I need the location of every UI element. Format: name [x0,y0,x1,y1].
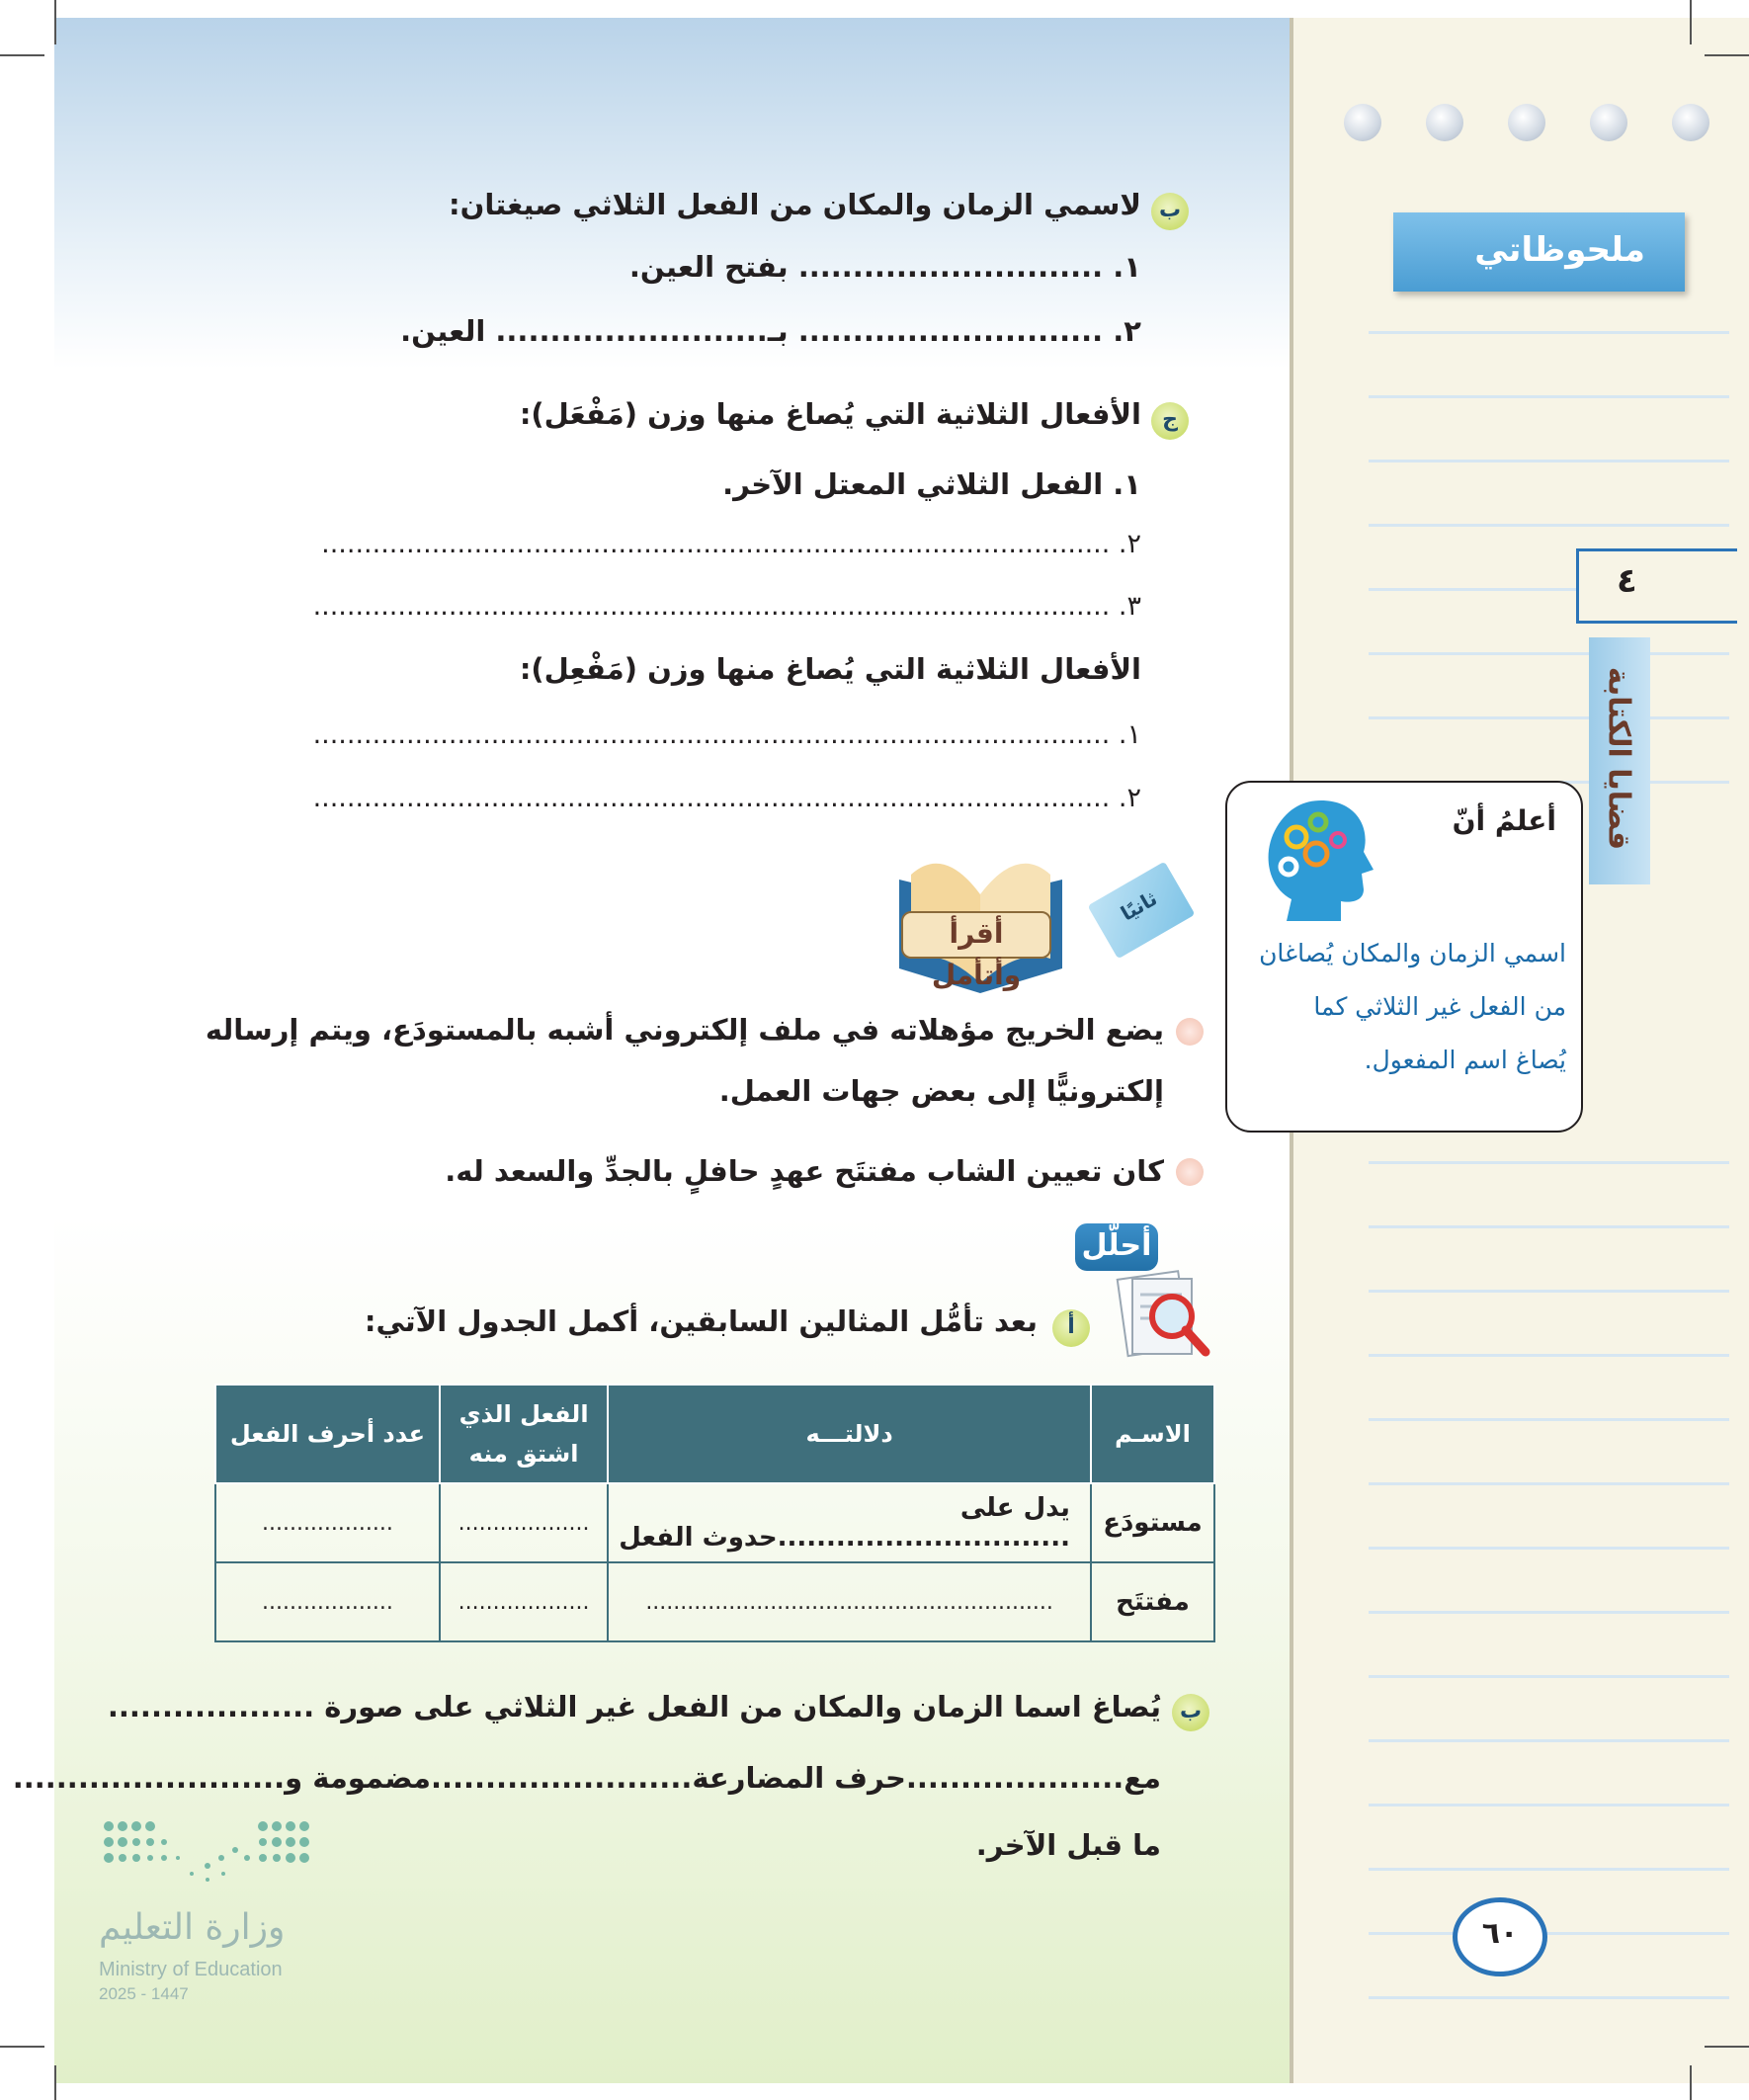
crop-mark [1705,54,1749,56]
section-b-line1: ١. ............................ بفتح العين. [628,250,1141,284]
ministry-logo [99,1816,316,1915]
unit-title-tab [1589,637,1650,884]
unit-number-box [1576,548,1737,624]
info-text-line3: يُصاغ اسم المفعول. [1364,1046,1566,1074]
analysis-table [214,1384,1215,1642]
page-number-circle [1453,1897,1547,1976]
info-text-line2: من الفعل غير الثلاثي كما [1313,992,1566,1021]
analyze-instruction: بعد تأمُّل المثالين السابقين، أكمل الجدول الآتي: [364,1304,1038,1338]
info-text-line1: اسمي الزمان والمكان يُصاغان [1259,939,1566,967]
crop-mark [1705,2046,1749,2048]
example1-line1: يضع الخريج مؤهلاته في ملف إلكتروني أشبه بالمستودَع، ويتم إرساله [205,1013,1164,1047]
example-bullet [1176,1158,1204,1186]
table-cell[interactable]: ................... [440,1562,608,1641]
table-cell[interactable]: ........................................................... [608,1562,1091,1641]
section-b-badge: ب [1151,193,1189,230]
analyze-badge: أ [1052,1309,1090,1347]
table-cell[interactable]: ................... [440,1483,608,1562]
table-row [215,1562,1214,1641]
info-box [1225,781,1583,1133]
read-tag-label: ثانيًا [1116,885,1162,926]
table-cell[interactable]: ................... [215,1562,440,1641]
ministry-year: 2025 - 1447 [99,1984,189,2003]
table-header: الاسـم [1091,1385,1214,1483]
read-title: أقرأ وأتأمل [901,911,1051,959]
info-title: أعلمُ أنّ [1452,804,1556,837]
table-header: دلالتـــه [608,1385,1091,1483]
example2: كان تعيين الشاب مفتتَح عهدٍ حافلٍ بالجدِّ والسعد له. [445,1154,1164,1188]
unit-number: ٤ [1617,561,1637,601]
crop-mark [54,0,56,44]
section-b2-line2: مع....................حرف المضارعة........................مضمومة و......................... [12,1761,1161,1795]
table-header: عدد أحرف الفعل [215,1385,440,1483]
section-j-heading2: الأفعال الثلاثية التي يُصاغ منها وزن (مَفْعِل): [519,652,1141,686]
example1-line2: إلكترونيًّا إلى بعض جهات العمل. [718,1074,1164,1108]
analyze-label: أحلّل [1075,1223,1158,1271]
binder-hole [1508,104,1545,141]
section-j-item4: ١. .............................................................................................. [312,719,1141,750]
section-b2-badge: ب [1172,1694,1209,1731]
section-j-item5: ٢. .............................................................................................. [312,783,1141,813]
crop-mark [1690,2065,1692,2100]
head-gears-icon [1247,793,1375,926]
crop-mark [54,2065,56,2100]
notes-title: ملحوظاتي [1474,230,1645,270]
notes-tab [1393,212,1685,292]
section-j-badge: ج [1151,402,1189,440]
table-header-row [215,1385,1214,1483]
section-j-item2: ٢. ............................................................................................. [321,529,1141,559]
ministry-name-ar: وزارة التعليم [99,1907,286,1948]
section-j-item3: ٣. .............................................................................................. [312,591,1141,622]
section-b-heading: لاسمي الزمان والمكان من الفعل الثلاثي صيغتان: [449,188,1141,221]
table-row [215,1483,1214,1562]
binder-hole [1344,104,1381,141]
section-j-item1: ١. الفعل الثلاثي المعتل الآخر. [722,467,1141,501]
magnifier-icon [1115,1265,1213,1362]
table-cell: يدل على ..............................حدوث الفعل [608,1483,1091,1562]
section-b2-line3: ما قبل الآخر. [975,1828,1161,1862]
section-b2-line1: يُصاغ اسما الزمان والمكان من الفعل غير الثلاثي على صورة ................... [107,1690,1161,1723]
page-number: ٦٠ [1481,1916,1519,1951]
table-cell: مفتتَح [1091,1562,1214,1641]
section-j-heading: الأفعال الثلاثية التي يُصاغ منها وزن (مَفْعَل): [519,397,1141,431]
example-bullet [1176,1018,1204,1046]
binder-hole [1590,104,1627,141]
binder-hole [1426,104,1463,141]
ministry-name-en: Ministry of Education [99,1959,283,1980]
crop-mark [0,54,44,56]
table-header: الفعل الذي اشتق منه [440,1385,608,1483]
crop-mark [1690,0,1692,44]
table-cell: مستودَع [1091,1483,1214,1562]
crop-mark [0,2046,44,2048]
table-cell[interactable]: ................... [215,1483,440,1562]
binder-hole [1672,104,1709,141]
section-b-line2: ٢. ............................ بـ......................... العين. [400,314,1141,348]
unit-title: قضايا الكتابة [1601,666,1636,851]
